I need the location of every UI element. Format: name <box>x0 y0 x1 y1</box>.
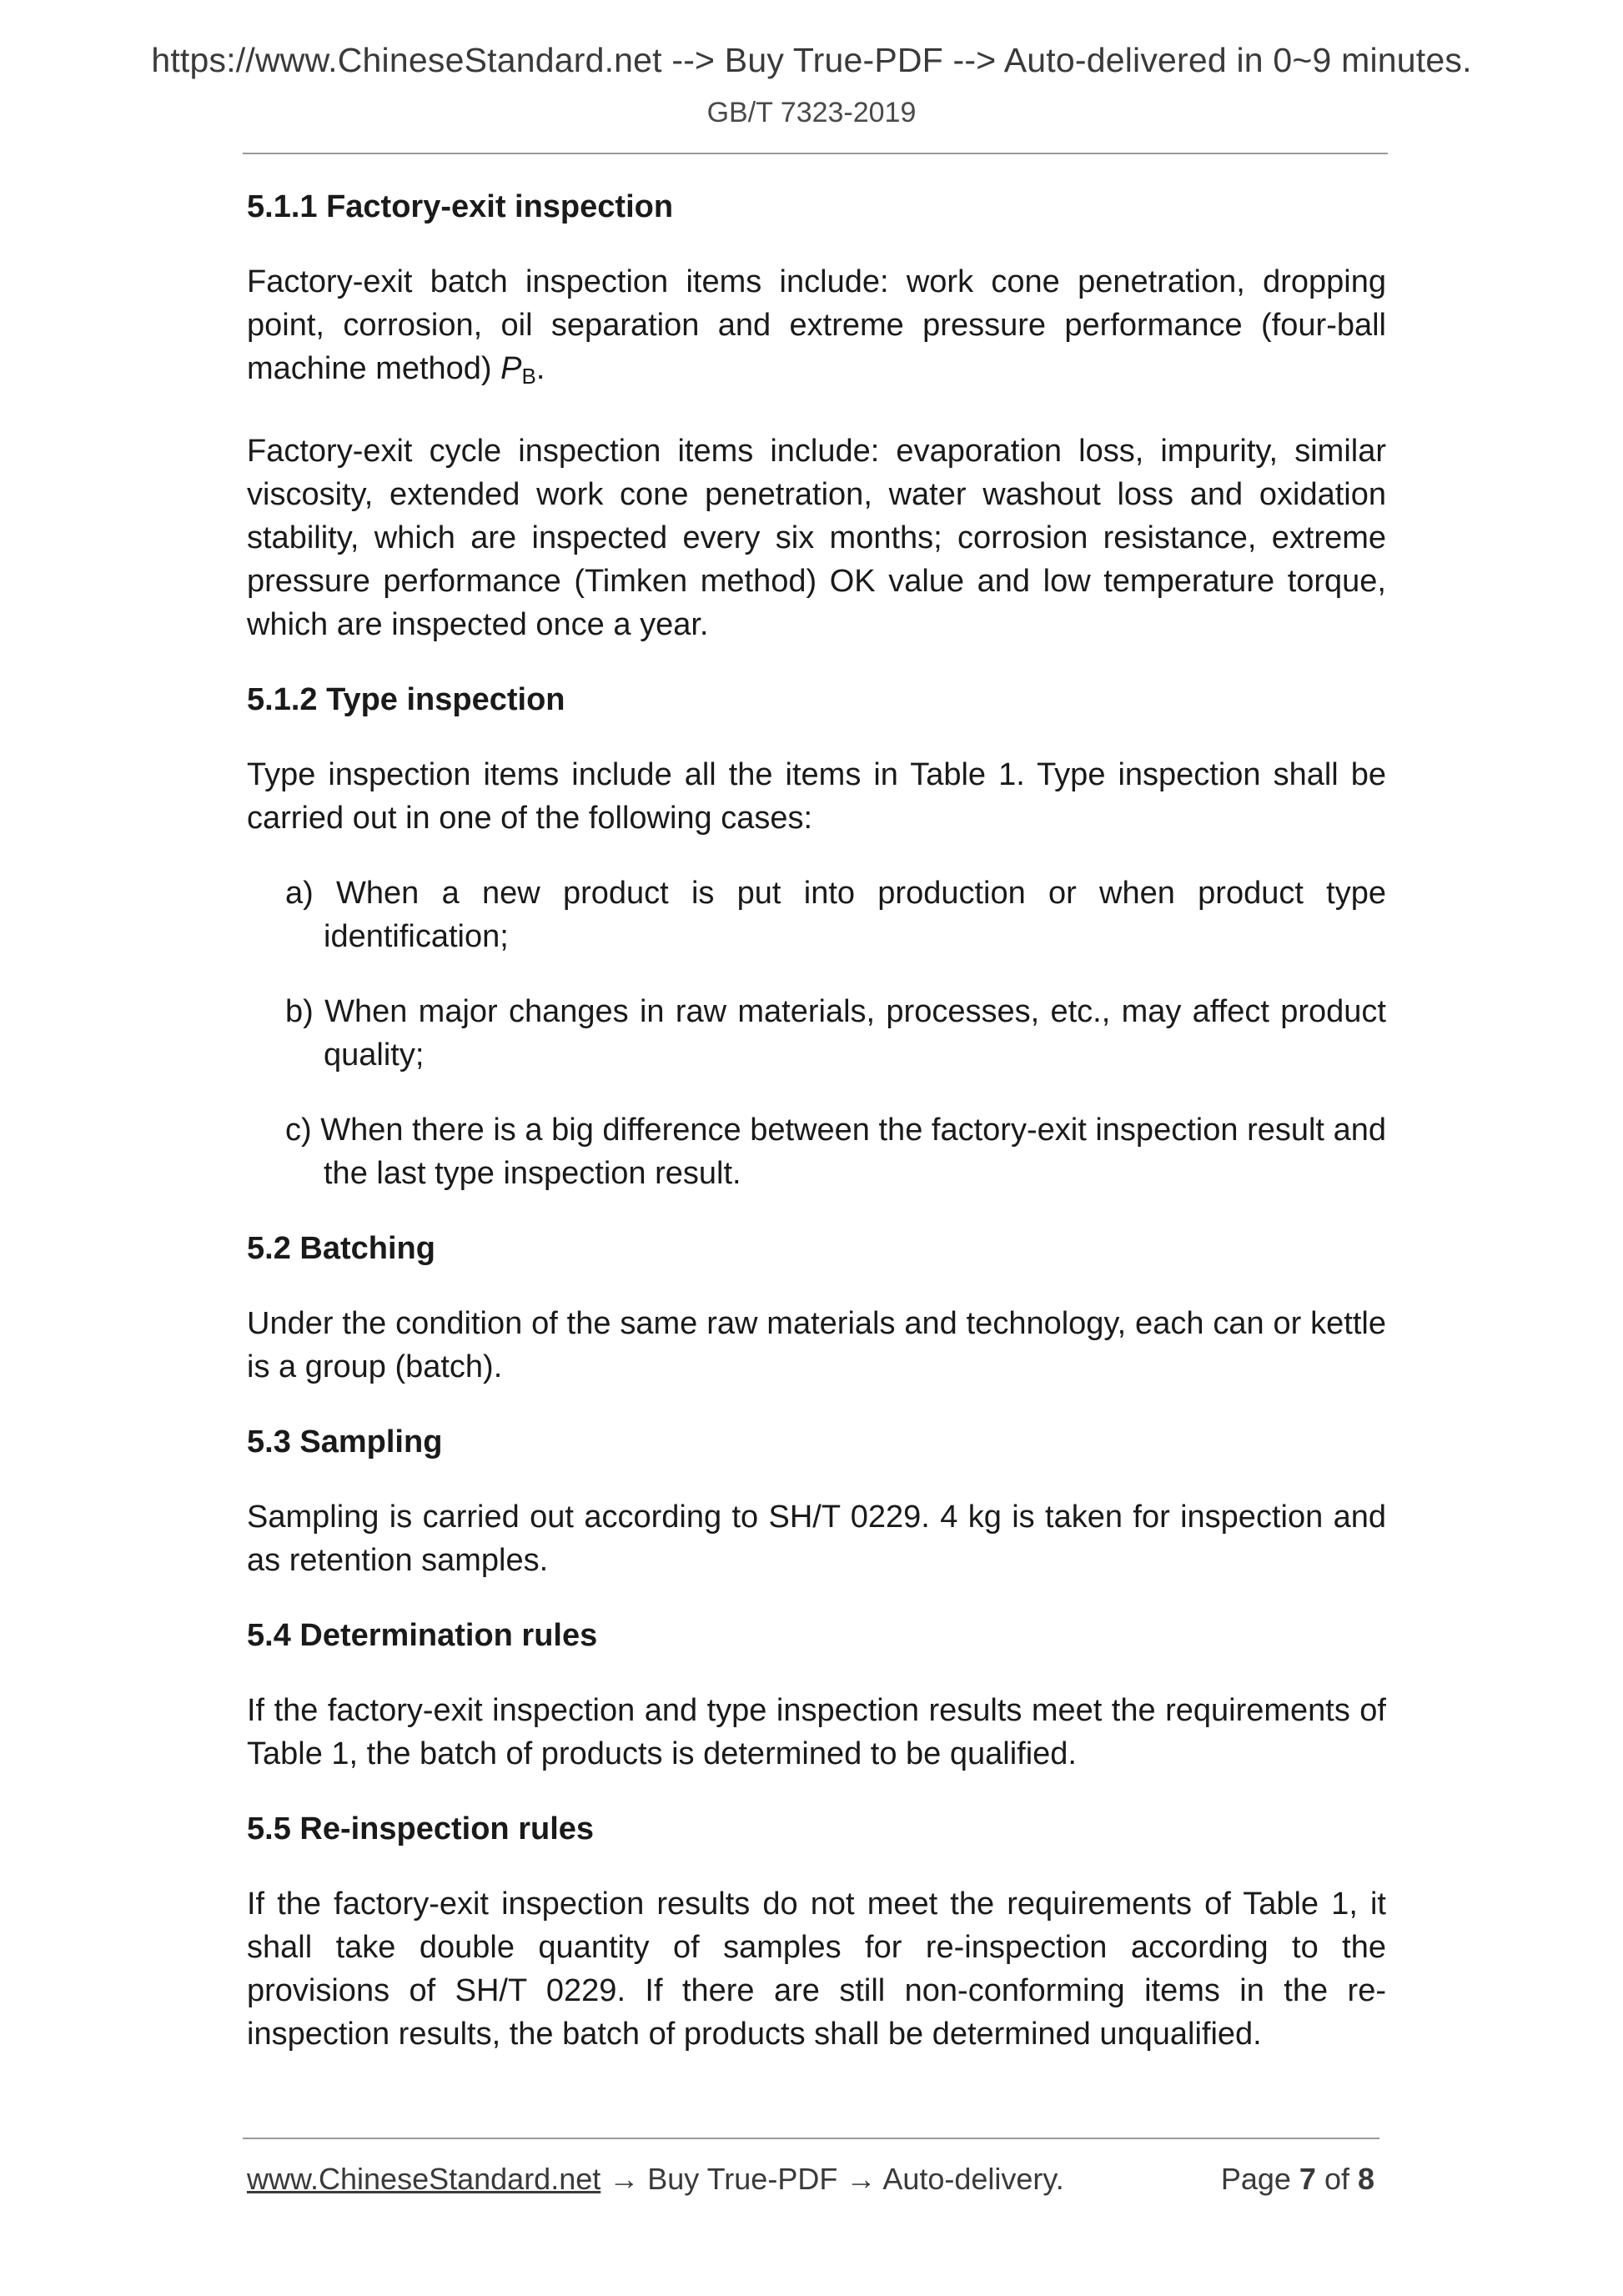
page-current: 7 <box>1299 2162 1316 2196</box>
paragraph-type-inspection: Type inspection items include all the items in Table 1. Type inspection shall be carried out in one of the following cases: <box>247 757 1386 836</box>
section-heading-5-5: 5.5 Re-inspection rules <box>247 1811 595 1846</box>
paragraph-text: Factory-exit batch inspection items include: work cone penetration, dropping point, corrosion, oil separation and extreme pressure performance (four-ball machine method) <box>247 264 1386 386</box>
footer-left <box>247 2160 1064 2198</box>
symbol-p: P <box>500 351 522 386</box>
page-word: Page <box>1220 2162 1299 2196</box>
footer-tagline: → Buy True-PDF → Auto-delivery. <box>600 2162 1064 2196</box>
section-heading-5-2: 5.2 Batching <box>247 1231 435 1266</box>
document-body <box>247 185 1386 2088</box>
paragraph-factory-exit-cycle: Factory-exit cycle inspection items include: evaporation loss, impurity, similar viscosity, extended work cone penetration, water washout loss and oxidation stability, which are inspected every six months; corrosion resistance, extreme pressure performance (Timken method) OK value and low temperature torque, which are inspected once a year. <box>247 434 1386 642</box>
paragraph-reinspection-rules: If the factory-exit inspection results do not meet the requirements of Table 1, it shall take double quantity of samples for re-inspection according to the provisions of SH/T 0229. If there are still non-conforming items in the re-inspection results, the batch of products shall be determined unqualified. <box>247 1887 1386 2052</box>
paragraph-sampling: Sampling is carried out according to SH/T 0229. 4 kg is taken for inspection and as retention samples. <box>247 1500 1386 1578</box>
symbol-subscript: B <box>521 364 536 389</box>
section-heading-5-3: 5.3 Sampling <box>247 1424 443 1459</box>
section-heading-5-1-1: 5.1.1 Factory-exit inspection <box>247 189 674 224</box>
paragraph-determination-rules: If the factory-exit inspection and type inspection results meet the requirements of Table 1, the batch of products is determined to be qualified. <box>247 1693 1386 1771</box>
list-item-a: a) When a new product is put into production or when product type identification; <box>285 876 1386 954</box>
header-banner: https://www.ChineseStandard.net --> Buy True-PDF --> Auto-delivered in 0~9 minutes. <box>151 41 1472 79</box>
page-total: 8 <box>1357 2162 1374 2196</box>
section-heading-5-4: 5.4 Determination rules <box>247 1618 598 1653</box>
footer-divider <box>243 2138 1379 2139</box>
paragraph-batching: Under the condition of the same raw materials and technology, each can or kettle is a group (batch). <box>247 1306 1386 1384</box>
list-item-b: b) When major changes in raw materials, processes, etc., may affect product quality; <box>285 994 1386 1073</box>
sentence-end: . <box>535 351 545 386</box>
standard-code: GB/T 7323-2019 <box>706 97 917 128</box>
page-indicator <box>1221 2160 1374 2198</box>
list-item-c: c) When there is a big difference between the factory-exit inspection result and the last type inspection result. <box>285 1113 1386 1191</box>
header-divider <box>243 153 1388 154</box>
paragraph-factory-exit-batch <box>247 260 1386 398</box>
of-word: of <box>1315 2162 1358 2196</box>
footer-website-link[interactable]: www.ChineseStandard.net <box>247 2162 601 2196</box>
section-heading-5-1-2: 5.1.2 Type inspection <box>247 682 565 717</box>
